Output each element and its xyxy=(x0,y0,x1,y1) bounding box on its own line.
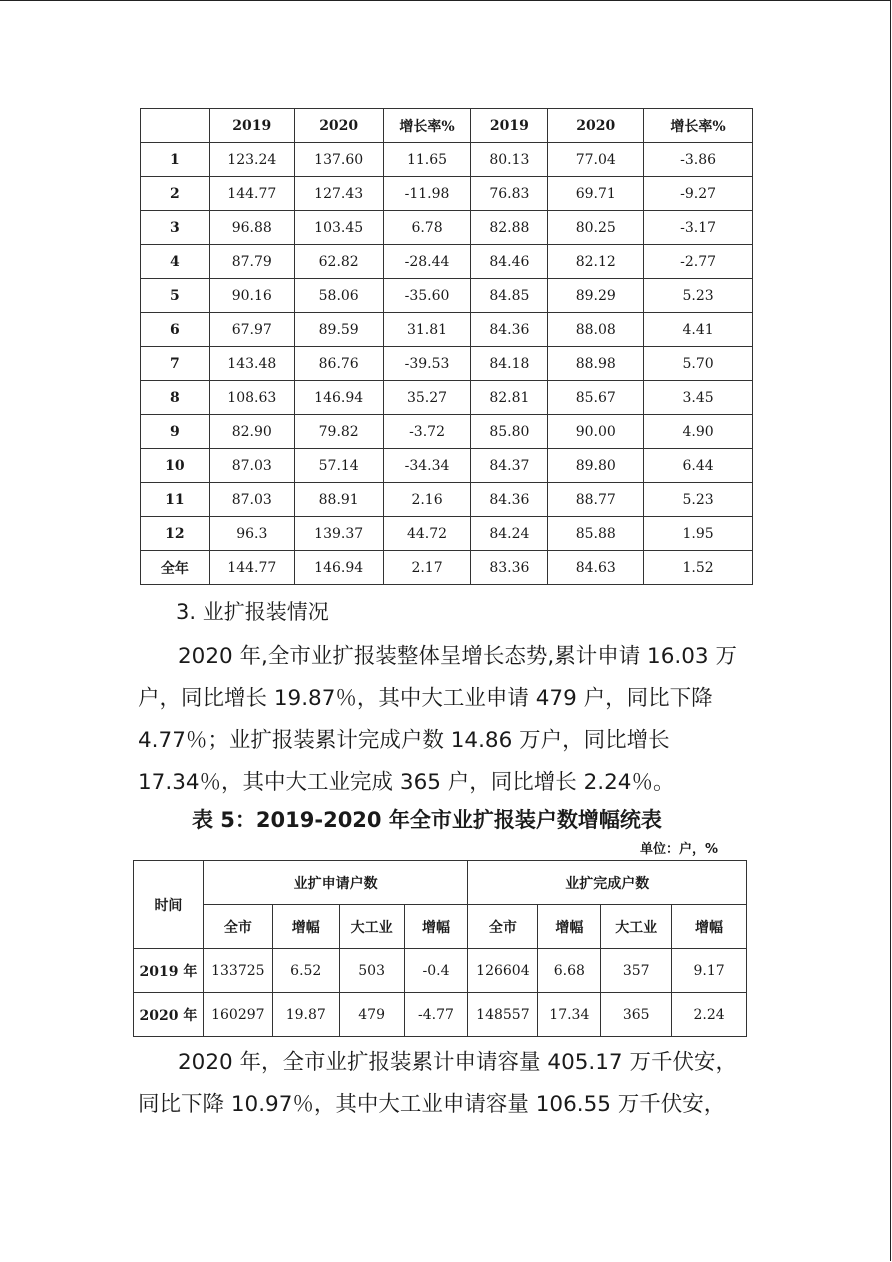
table-cell: 89.80 xyxy=(548,449,644,483)
table-cell: 87.03 xyxy=(209,449,294,483)
table-row xyxy=(141,347,753,381)
paragraph-text: 2020 年,全市业扩报装整体呈增长态势,累计申请 16.03 万户，同比增长 19.87％，其中大工业申请 479 户，同比下降 4.77％；业扩报装累计完成户数 14.86 万户，同比增长 17.34％，其中大工业完成 365 户，同比增长 2.24％。 xyxy=(138,644,737,795)
table-cell: 85.80 xyxy=(471,415,548,449)
table-cell: 82.88 xyxy=(471,211,548,245)
table-cell: 2.16 xyxy=(383,483,471,517)
header-cell: 2020 xyxy=(548,109,644,143)
table-cell: 89.59 xyxy=(294,313,383,347)
table-cell: 88.98 xyxy=(548,347,644,381)
table-cell: 31.81 xyxy=(383,313,471,347)
table-cell: -3.72 xyxy=(383,415,471,449)
table-cell: 87.79 xyxy=(209,245,294,279)
table-cell: 4.41 xyxy=(644,313,753,347)
table-row xyxy=(141,415,753,449)
table-cell: 80.13 xyxy=(471,143,548,177)
table-cell: -3.86 xyxy=(644,143,753,177)
row-label: 1 xyxy=(141,143,210,177)
table-cell: 144.77 xyxy=(209,177,294,211)
table-cell: 84.85 xyxy=(471,279,548,313)
table-cell: 79.82 xyxy=(294,415,383,449)
table-header-row xyxy=(134,861,747,905)
table-cell: 6.78 xyxy=(383,211,471,245)
table-cell: 5.70 xyxy=(644,347,753,381)
table-row xyxy=(134,993,747,1037)
row-label: 11 xyxy=(141,483,210,517)
row-label: 7 xyxy=(141,347,210,381)
table-cell: 11.65 xyxy=(383,143,471,177)
sub-header: 大工业 xyxy=(601,905,672,949)
table-cell: 6.44 xyxy=(644,449,753,483)
sub-header: 增幅 xyxy=(538,905,601,949)
table-cell: 84.18 xyxy=(471,347,548,381)
header-cell: 2019 xyxy=(471,109,548,143)
table-cell: 84.36 xyxy=(471,313,548,347)
table-header-row xyxy=(141,109,753,143)
row-label: 2 xyxy=(141,177,210,211)
table-cell: 85.88 xyxy=(548,517,644,551)
table-cell: 133725 xyxy=(203,949,272,993)
expansion-stats-table xyxy=(133,860,747,1037)
unit-note: 单位：户，% xyxy=(640,842,719,857)
table-cell: 17.34 xyxy=(538,993,601,1037)
row-label: 3 xyxy=(141,211,210,245)
table-cell: -11.98 xyxy=(383,177,471,211)
table-cell: 44.72 xyxy=(383,517,471,551)
table-title: 表 5：2019-2020 年全市业扩报装户数增幅统表 xyxy=(192,808,662,832)
table-cell: 137.60 xyxy=(294,143,383,177)
table-cell: 84.63 xyxy=(548,551,644,585)
table-cell: 84.37 xyxy=(471,449,548,483)
row-label: 5 xyxy=(141,279,210,313)
table-cell: 6.68 xyxy=(538,949,601,993)
table-cell: 103.45 xyxy=(294,211,383,245)
table-cell: 9.17 xyxy=(672,949,747,993)
table-cell: 365 xyxy=(601,993,672,1037)
table-cell: 148557 xyxy=(468,993,538,1037)
table-cell: 479 xyxy=(339,993,404,1037)
table-row xyxy=(141,177,753,211)
table-cell: -39.53 xyxy=(383,347,471,381)
row-label: 6 xyxy=(141,313,210,347)
header-cell: 增长率% xyxy=(383,109,471,143)
table-cell: 57.14 xyxy=(294,449,383,483)
table-row xyxy=(141,483,753,517)
table-cell: 143.48 xyxy=(209,347,294,381)
monthly-data-table xyxy=(140,108,753,585)
sub-header: 增幅 xyxy=(272,905,339,949)
table-row xyxy=(141,211,753,245)
row-label: 12 xyxy=(141,517,210,551)
table-cell: 67.97 xyxy=(209,313,294,347)
header-cell: 2019 xyxy=(209,109,294,143)
table-cell: 1.52 xyxy=(644,551,753,585)
table-cell: 123.24 xyxy=(209,143,294,177)
table-cell: 4.90 xyxy=(644,415,753,449)
table-cell: 5.23 xyxy=(644,483,753,517)
table-cell: 6.52 xyxy=(272,949,339,993)
table-cell: 90.00 xyxy=(548,415,644,449)
table-cell: 90.16 xyxy=(209,279,294,313)
table-row xyxy=(134,949,747,993)
table-cell: 82.81 xyxy=(471,381,548,415)
header-cell xyxy=(141,109,210,143)
table-cell: 86.76 xyxy=(294,347,383,381)
table-cell: 5.23 xyxy=(644,279,753,313)
table-cell: 2.17 xyxy=(383,551,471,585)
table-row xyxy=(141,245,753,279)
table-cell: 89.29 xyxy=(548,279,644,313)
table-cell: 82.90 xyxy=(209,415,294,449)
table-cell: -3.17 xyxy=(644,211,753,245)
header-cell: 增长率% xyxy=(644,109,753,143)
sub-header: 增幅 xyxy=(404,905,468,949)
table-row xyxy=(141,279,753,313)
table-cell: 2.24 xyxy=(672,993,747,1037)
sub-header: 大工业 xyxy=(339,905,404,949)
table-row xyxy=(141,381,753,415)
table-cell: -35.60 xyxy=(383,279,471,313)
table-cell: 126604 xyxy=(468,949,538,993)
table-cell: 127.43 xyxy=(294,177,383,211)
table-cell: -9.27 xyxy=(644,177,753,211)
paragraph-text: 2020 年，全市业扩报装累计申请容量 405.17 万千伏安，同比下降 10.97％，其中大工业申请容量 106.55 万千伏安， xyxy=(138,1050,737,1117)
table-cell: 69.71 xyxy=(548,177,644,211)
apply-group-header: 业扩申请户数 xyxy=(203,861,468,905)
table-subheader-row xyxy=(134,905,747,949)
table-cell: 58.06 xyxy=(294,279,383,313)
table-cell: 88.08 xyxy=(548,313,644,347)
table-cell: 80.25 xyxy=(548,211,644,245)
sub-header: 增幅 xyxy=(672,905,747,949)
table-cell: 84.36 xyxy=(471,483,548,517)
table-cell: 62.82 xyxy=(294,245,383,279)
table-cell: 84.46 xyxy=(471,245,548,279)
row-label: 全年 xyxy=(141,551,210,585)
table-cell: -4.77 xyxy=(404,993,468,1037)
table-cell: 96.3 xyxy=(209,517,294,551)
section-paragraph xyxy=(138,1042,750,1126)
table-cell: 88.77 xyxy=(548,483,644,517)
table-row xyxy=(141,517,753,551)
table-cell: 160297 xyxy=(203,993,272,1037)
table-cell: 1.95 xyxy=(644,517,753,551)
table-cell: -34.34 xyxy=(383,449,471,483)
table-cell: 87.03 xyxy=(209,483,294,517)
section-heading: 3. 业扩报装情况 xyxy=(176,600,329,624)
table-row xyxy=(141,313,753,347)
table-cell: 3.45 xyxy=(644,381,753,415)
table-cell: 144.77 xyxy=(209,551,294,585)
table-cell: 77.04 xyxy=(548,143,644,177)
table-row xyxy=(141,143,753,177)
sub-header: 全市 xyxy=(203,905,272,949)
row-label: 9 xyxy=(141,415,210,449)
time-header: 时间 xyxy=(134,861,204,949)
table-cell: -2.77 xyxy=(644,245,753,279)
table-row xyxy=(141,449,753,483)
table-cell: 83.36 xyxy=(471,551,548,585)
table-cell: -28.44 xyxy=(383,245,471,279)
table-cell: 108.63 xyxy=(209,381,294,415)
sub-header: 全市 xyxy=(468,905,538,949)
table-row xyxy=(141,551,753,585)
table-cell: 139.37 xyxy=(294,517,383,551)
table-cell: 357 xyxy=(601,949,672,993)
table-cell: 76.83 xyxy=(471,177,548,211)
table-cell: 146.94 xyxy=(294,551,383,585)
row-label: 2020 年 xyxy=(134,993,204,1037)
complete-group-header: 业扩完成户数 xyxy=(468,861,747,905)
section-paragraph xyxy=(138,636,750,804)
table-cell: 146.94 xyxy=(294,381,383,415)
table-cell: 84.24 xyxy=(471,517,548,551)
table-cell: 19.87 xyxy=(272,993,339,1037)
table-cell: 35.27 xyxy=(383,381,471,415)
table-cell: 503 xyxy=(339,949,404,993)
row-label: 8 xyxy=(141,381,210,415)
header-cell: 2020 xyxy=(294,109,383,143)
table-cell: 96.88 xyxy=(209,211,294,245)
row-label: 10 xyxy=(141,449,210,483)
table-cell: -0.4 xyxy=(404,949,468,993)
row-label: 4 xyxy=(141,245,210,279)
table-cell: 88.91 xyxy=(294,483,383,517)
row-label: 2019 年 xyxy=(134,949,204,993)
table-cell: 82.12 xyxy=(548,245,644,279)
table-cell: 85.67 xyxy=(548,381,644,415)
